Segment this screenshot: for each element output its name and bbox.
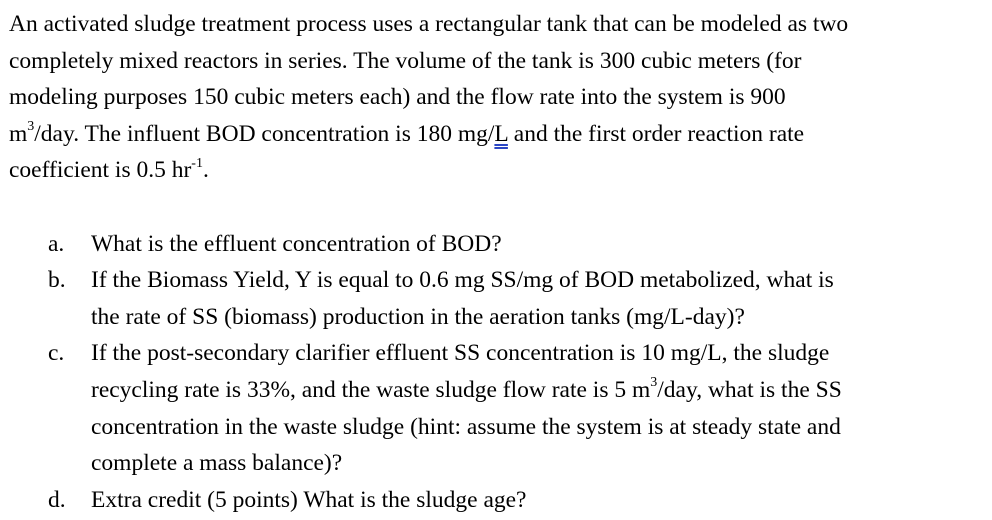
question-d-letter: d. [48,486,66,513]
unit-exponent: 3 [27,118,35,134]
question-c-line-3: concentration in the waste sludge (hint: assume the system is at steady state and [91,413,841,440]
spellcheck-underlined-unit: L [494,120,508,147]
question-list [9,226,984,519]
statement-line-4-text-b: and the first order reaction rate [507,120,805,147]
paragraph-spacer [9,189,984,226]
statement-line-2: completely mixed reactors in series. The volume of the tank is 300 cubic meters (for [9,47,802,74]
statement-line-5-text-b: . [202,157,209,184]
statement-line-5 [9,152,984,189]
statement-line-4-text-a: /day. The influent BOD concentration is 180 mg/ [34,120,495,147]
rate-exponent: -1 [191,155,203,171]
statement-line-1: An activated sludge treatment process uses a rectangular tank that can be modeled as two [9,11,849,37]
question-b [9,262,984,335]
question-c-letter: c. [48,340,65,367]
question-c-line-2 [91,372,984,409]
statement-line-3: modeling purposes 150 cubic meters each) and the flow rate into the system is 900 [9,84,786,111]
flow-unit-exponent: 3 [650,375,658,391]
unit-base: m [9,120,28,147]
question-a-letter: a. [48,230,65,257]
statement-line-4 [9,116,984,153]
question-c [9,335,984,481]
question-a [9,226,984,263]
problem-statement [9,6,984,189]
question-d-line-1: Extra credit (5 points) What is the sludge age? [91,486,527,513]
question-c-line-4: complete a mass balance)? [91,450,343,477]
statement-line-5-text-a: coefficient is 0.5 hr [9,157,192,184]
question-b-letter: b. [48,267,66,294]
problem-document [9,6,984,518]
question-d [9,482,984,519]
question-b-line-2: the rate of SS (biomass) production in the aeration tanks (mg/L-day)? [91,303,745,330]
question-c-line-1: If the post-secondary clarifier effluent SS concentration is 10 mg/L, the sludge [91,340,830,367]
question-b-line-1: If the Biomass Yield, Y is equal to 0.6 mg SS/mg of BOD metabolized, what is [91,267,834,294]
question-c-line-2-text-a: recycling rate is 33%, and the waste sludge flow rate is 5 m [91,376,651,403]
question-c-line-2-text-b: /day, what is the SS [657,376,842,403]
question-a-line-1: What is the effluent concentration of BOD? [91,230,502,257]
